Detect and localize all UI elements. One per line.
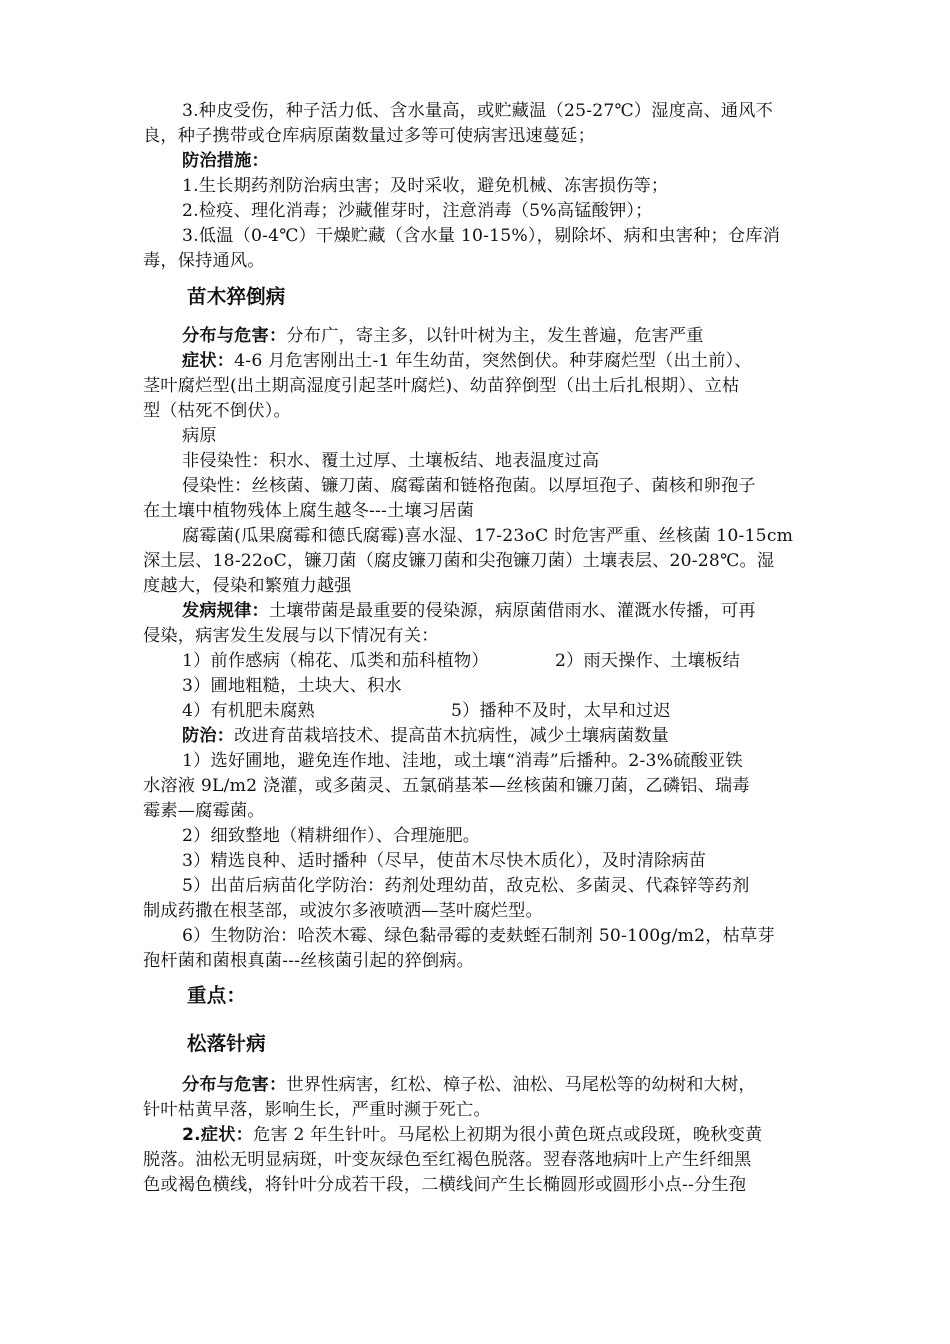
text-line — [182, 724, 669, 749]
text-line: 侵染，病害发生发展与以下情况有关： — [143, 626, 439, 646]
text-line: 毒，保持通风。 — [143, 251, 265, 271]
text-line: 良，种子携带或仓库病原菌数量过多等可使病害迅速蔓延； — [143, 126, 596, 146]
text-line: 非侵染性：积水、覆土过厚、土壤板结、地表温度过高 — [182, 451, 600, 471]
text-line — [182, 649, 802, 674]
text-line: 病原 — [182, 426, 217, 446]
text-line: 水溶液 9L/m2 浇灌，或多菌灵、五氯硝基苯—丝核菌和镰刀菌，乙磷铝、瑞毒 — [143, 776, 750, 796]
text-line: 深土层、18-22oC，镰刀菌（腐皮镰刀菌和尖孢镰刀菌）土壤表层、20-28℃。湿 — [143, 551, 775, 571]
text-line: 2.检疫、理化消毒；沙藏催芽时，注意消毒（5%高锰酸钾）； — [182, 201, 653, 221]
section-heading: 重点： — [187, 984, 247, 1007]
text-line: 制成药撒在根茎部，或波尔多液喷洒—茎叶腐烂型。 — [143, 901, 543, 921]
text-line: 茎叶腐烂型(出土期高湿度引起茎叶腐烂)、幼苗猝倒型（出土后扎根期）、立枯 — [143, 376, 740, 396]
text-line: 6）生物防治：哈茨木霉、绿色黏帚霉的麦麸蛭石制剂 50-100g/m2，枯草芽 — [182, 926, 775, 946]
text-line: 霉素—腐霉菌。 — [143, 801, 265, 821]
text-span: 世界性病害，红松、樟子松、油松、马尾松等的幼树和大树， — [286, 1075, 756, 1095]
bold-label: 2.症状： — [182, 1125, 254, 1145]
text-line — [182, 699, 802, 724]
text-line: 侵染性：丝核菌、镰刀菌、腐霉菌和链格孢菌。以厚垣孢子、菌核和卵孢子 — [182, 476, 756, 496]
text-line: 度越大，侵染和繁殖力越强 — [143, 576, 352, 596]
text-line: 5）出苗后病苗化学防治：药剂处理幼苗，敌克松、多菌灵、代森锌等药剂 — [182, 876, 750, 896]
section-heading: 苗木猝倒病 — [187, 285, 286, 308]
text-line: 色或褐色横线，将针叶分成若干段，二横线间产生长椭圆形或圆形小点--分生孢 — [143, 1175, 747, 1195]
list-item: 4）有机肥未腐熟 — [182, 701, 315, 721]
subheading — [182, 149, 269, 174]
text-line: 针叶枯黄早落，影响生长，严重时濒于死亡。 — [143, 1100, 491, 1120]
text-line: 1.生长期药剂防治病虫害；及时采收，避免机械、冻害损伤等； — [182, 176, 669, 196]
text-span: 改进育苗栽培技术、提高苗木抗病性，减少土壤病菌数量 — [234, 726, 669, 746]
text-line: 型（枯死不倒伏）。 — [143, 401, 291, 421]
text-line: 腐霉菌(瓜果腐霉和德氏腐霉)喜水湿、17-23oC 时危害严重、丝核菌 10-15cm — [182, 526, 794, 546]
text-line: 在土壤中植物残体上腐生越冬---土壤习居菌 — [143, 501, 474, 521]
bold-label: 症状： — [182, 351, 235, 371]
text-line — [182, 1123, 762, 1148]
section-heading: 松落针病 — [187, 1032, 266, 1055]
text-span: 土壤带菌是最重要的侵染源，病原菌借雨水、灌溉水传播，可再 — [268, 601, 756, 621]
text-span: 4-6 月危害刚出土-1 年生幼苗，突然倒伏。种芽腐烂型（出土前）、 — [234, 351, 752, 371]
text-line: 1）选好圃地，避免连作地、洼地，或土壤“消毒”后播种。2-3%硫酸亚铁 — [182, 751, 743, 771]
text-line: 2）细致整地（精耕细作）、合理施肥。 — [182, 826, 481, 846]
text-line: 3.低温（0-4℃）干燥贮藏（含水量 10-15%），剔除坏、病和虫害种；仓库消 — [182, 226, 781, 246]
list-item: 5）播种不及时，太早和过迟 — [451, 701, 671, 721]
text-line — [182, 324, 704, 349]
list-item: 2）雨天操作、土壤板结 — [555, 651, 741, 671]
bold-label: 发病规律： — [182, 601, 269, 621]
bold-label: 防治措施： — [182, 151, 269, 171]
text-span: 危害 2 年生针叶。马尾松上初期为很小黄色斑点或段斑，晚秋变黄 — [253, 1125, 763, 1145]
text-span: 分布广，寄主多，以针叶树为主，发生普遍，危害严重 — [286, 326, 704, 346]
bold-label: 分布与危害： — [182, 1075, 287, 1095]
text-line: 3）精选良种、适时播种（尽早，使苗木尽快木质化），及时清除病苗 — [182, 851, 707, 871]
text-line: 3.种皮受伤，种子活力低、含水量高，或贮藏温（25-27℃）湿度高、通风不 — [182, 101, 774, 121]
list-item: 1）前作感病（棉花、瓜类和茄科植物） — [182, 651, 489, 671]
bold-label: 防治： — [182, 726, 235, 746]
bold-label: 分布与危害： — [182, 326, 287, 346]
text-line — [182, 349, 752, 374]
text-line: 脱落。油松无明显病斑，叶变灰绿色至红褐色脱落。翌春落地病叶上产生纤细黑 — [143, 1150, 752, 1170]
text-line — [182, 1073, 756, 1098]
text-line: 孢杆菌和菌根真菌---丝核菌引起的猝倒病。 — [143, 951, 474, 971]
text-line — [182, 599, 756, 624]
list-item: 3）圃地粗糙，土块大、积水 — [182, 676, 402, 696]
